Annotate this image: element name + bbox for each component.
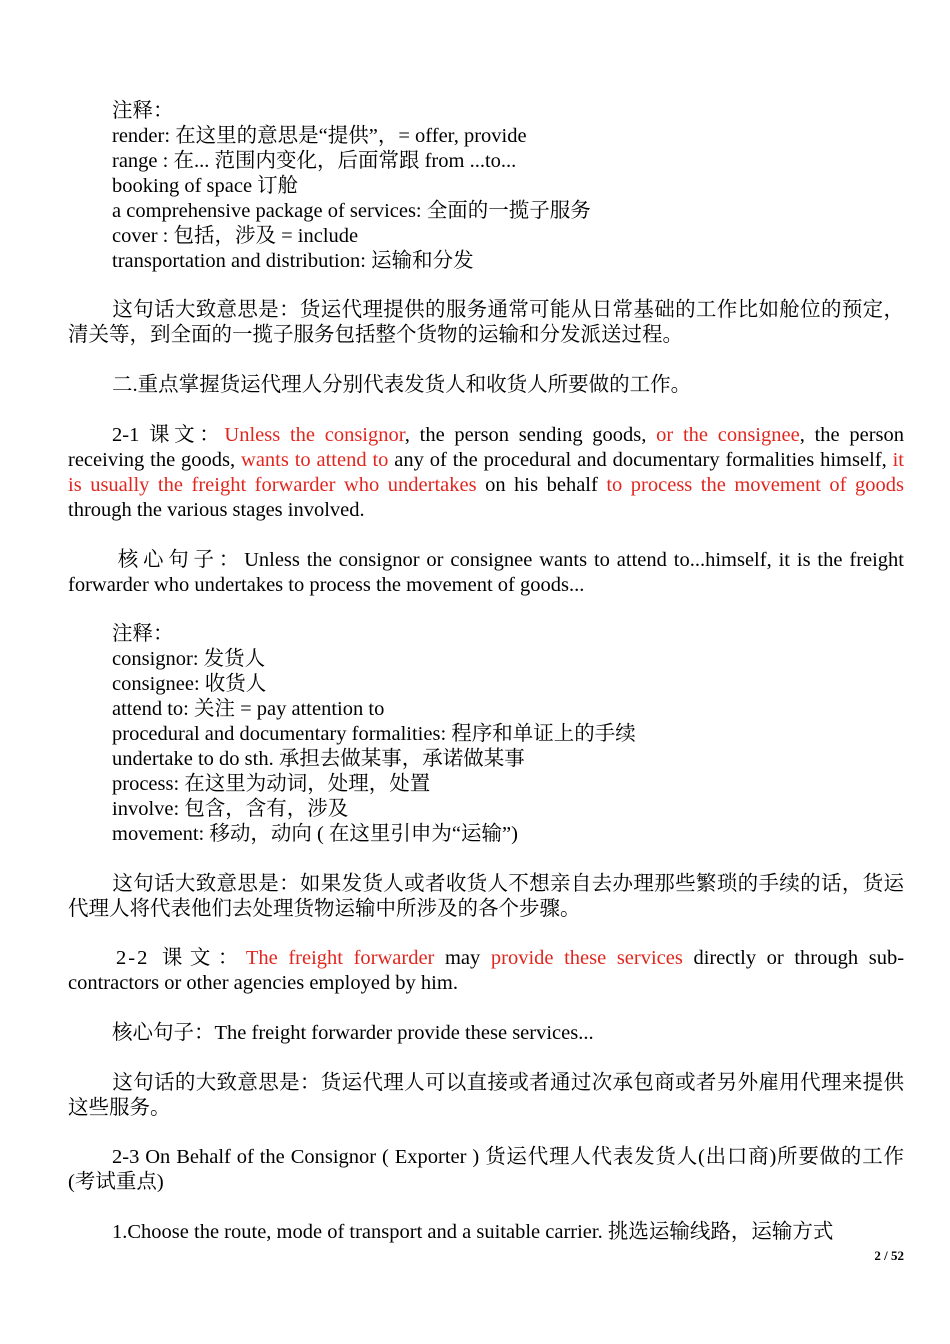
note-line: render: 在这里的意思是“提供”，= offer, provide xyxy=(112,125,527,147)
summary-text: 这句话大致意思是：如果发货人或者收货人不想亲自去办理那些繁琐的手续的话，货运代理人将代表他们去处理货物运输中所涉及的各个步骤。 xyxy=(68,873,904,920)
note-line: attend to: 关注 = pay attention to xyxy=(112,698,385,720)
list-item: 1.Choose the route, mode of transport and a suitable carrier. 挑选运输线路，运输方式 xyxy=(112,1221,834,1243)
body-text: directly or through sub-contractors or other agencies employed by him. xyxy=(68,947,905,994)
note-line: cover : 包括，涉及 = include xyxy=(112,225,359,247)
highlight-text: The freight forwarder xyxy=(245,947,435,969)
highlight-text: to process the movement of goods xyxy=(606,474,904,496)
summary-paragraph xyxy=(68,1071,904,1121)
page-number: 2 / 52 xyxy=(874,1248,904,1263)
note-line: transportation and distribution: 运输和分发 xyxy=(112,250,474,272)
section-title: 二.重点掌握货运代理人分别代表发货人和收货人所要做的工作。 xyxy=(112,374,692,396)
lesson-label: 2-2 课文： xyxy=(116,947,246,969)
body-text: through the various stages involved. xyxy=(68,499,365,521)
note-line: a comprehensive package of services: 全面的一揽子服务 xyxy=(112,200,591,222)
body-text: on his behalf xyxy=(476,474,607,496)
highlight-text: wants to attend to xyxy=(241,449,389,471)
lesson-label: 2-1 课文： xyxy=(112,424,225,446)
note-line: procedural and documentary formalities: 程序和单证上的手续 xyxy=(112,723,636,745)
summary-paragraph xyxy=(68,872,904,922)
section-2-3-heading xyxy=(68,1145,904,1195)
highlight-text: it is usually the freight forwarder who undertakes xyxy=(68,449,905,496)
note-line: range : 在... 范围内变化，后面常跟 from ...to... xyxy=(112,150,517,172)
summary-paragraph xyxy=(68,298,904,348)
note-line: consignee: 收货人 xyxy=(112,673,267,695)
note-heading: 注释： xyxy=(112,100,174,122)
note-line: involve: 包含，含有，涉及 xyxy=(112,798,349,820)
lesson-2-2-paragraph xyxy=(68,946,904,996)
note-line: consignor: 发货人 xyxy=(112,648,266,670)
note-line: undertake to do sth. 承担去做某事，承诺做某事 xyxy=(112,748,525,770)
body-text: , the person sending goods, xyxy=(404,424,657,446)
note-line: movement: 移动，动向 ( 在这里引申为“运输”) xyxy=(112,823,518,845)
note-line: booking of space 订舱 xyxy=(112,175,299,197)
core-sentence-paragraph xyxy=(68,548,904,598)
body-text: may xyxy=(434,947,491,969)
core-text: Unless the consignor or consignee wants to attend to...himself, it is the freight forwarder who undertakes to process the movement of goods... xyxy=(68,549,905,596)
core-sentence: 核心句子：The freight forwarder provide these services... xyxy=(112,1022,594,1044)
core-label: 核心句子： xyxy=(116,549,245,571)
body-text: any of the procedural and documentary formalities himself, xyxy=(388,449,893,471)
summary-text: 这句话的大致意思是：货运代理人可以直接或者通过次承包商或者另外雇用代理来提供这些服务。 xyxy=(68,1072,904,1119)
highlight-text: or the consignee xyxy=(656,424,800,446)
summary-text: 这句话大致意思是：货运代理提供的服务通常可能从日常基础的工作比如舱位的预定，清关等，到全面的一揽子服务包括整个货物的运输和分发派送过程。 xyxy=(68,299,904,346)
highlight-text: provide these services xyxy=(490,947,683,969)
lesson-2-1-paragraph xyxy=(68,423,904,523)
note-line: process: 在这里为动词，处理，处置 xyxy=(112,773,431,795)
note-heading: 注释： xyxy=(112,623,174,645)
highlight-text: Unless the consignor xyxy=(224,424,405,446)
section-2-3-text: 2-3 On Behalf of the Consignor ( Exporter ) 货运代理人代表发货人(出口商)所要做的工作(考试重点) xyxy=(68,1146,904,1193)
body-text: , the person receiving the goods, xyxy=(68,424,904,471)
